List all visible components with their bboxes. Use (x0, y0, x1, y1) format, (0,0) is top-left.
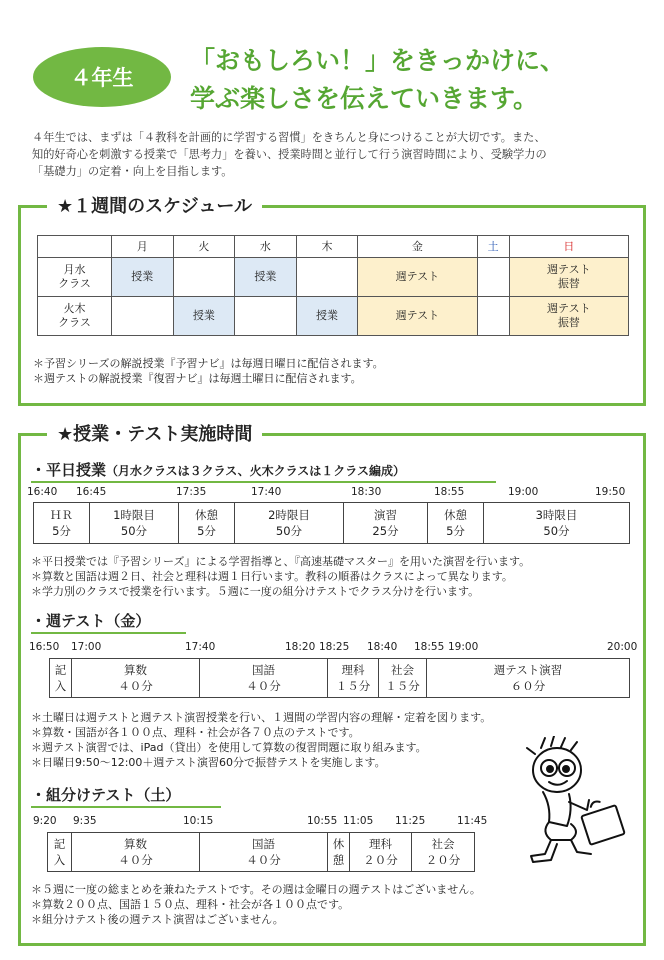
note-line: ＊５週に一度の総まとめを兼ねたテストです。その週は金曜日の週テストはございません。 (31, 883, 481, 896)
time-label: 20:00 (607, 641, 638, 653)
weekly-schedule-panel (18, 196, 646, 406)
time-label: 19:00 (508, 486, 539, 498)
weekday-title-main: ・平日授業 (31, 461, 107, 479)
friday-timebar (49, 658, 630, 698)
cell-tue (173, 258, 235, 297)
segment-math: 算数 ４０分 (72, 659, 200, 697)
segment-social: 社会 ２０分 (425, 837, 461, 867)
time-label: 9:20 (33, 815, 57, 827)
cell-mon (112, 297, 174, 336)
segment-test-practice: 週テスト演習 ６０分 (493, 663, 563, 693)
weekday-notes (31, 554, 530, 599)
day-header-sun: 日 (509, 236, 628, 258)
saturday-times (21, 815, 641, 829)
segment-math: 算数 ４０分 (72, 833, 200, 871)
time-label: 10:55 (307, 815, 338, 827)
table-row (38, 258, 629, 297)
cell-sun: 週テスト 振替 (509, 258, 628, 297)
intro-text (32, 129, 642, 180)
time-label: 17:40 (251, 486, 282, 498)
time-label: 18:20 (285, 641, 316, 653)
time-label: 16:50 (29, 641, 60, 653)
intro-line: ４年生では、まずは「４教科を計画的に学習する習慣」をきちんと身につけることが大切です。また、 (32, 131, 546, 144)
cell-sat (477, 258, 509, 297)
class-label: 火木 クラス (38, 297, 112, 336)
cell-thu (296, 258, 358, 297)
saturday-title: ・組分けテスト（土） (31, 784, 221, 808)
cell-fri: 週テスト (358, 297, 477, 336)
segment-japanese: 国語 ４０分 (200, 659, 328, 697)
note-line: ＊学力別のクラスで授業を行います。５週に一度の組分けテストでクラス分けを行います。 (31, 585, 480, 598)
segment-break: 休 憩 (328, 833, 350, 871)
cell-fri: 週テスト (358, 258, 477, 297)
note-line: ＊算数・国語が各１００点、理科・社会が各７０点のテストです。 (31, 726, 360, 739)
day-header-thu: 木 (296, 236, 358, 258)
weekday-title (31, 459, 496, 483)
day-header-tue: 火 (173, 236, 235, 258)
intro-line: 「基礎力」の定着・向上を目指します。 (32, 165, 233, 178)
time-label: 17:40 (185, 641, 216, 653)
friday-times (21, 641, 641, 655)
cell-sat (477, 297, 509, 336)
segment-break: 休憩 5分 (179, 503, 235, 543)
time-label: 18:55 (414, 641, 445, 653)
weekday-subtitle: （月水クラスは３クラス、火木クラスは１クラス編成） (106, 464, 405, 478)
cell-sun: 週テスト 振替 (509, 297, 628, 336)
segment-period-3: 3時限目 50分 (535, 508, 578, 538)
segment-period-2: 2時限目 50分 (235, 503, 344, 543)
time-label: 17:35 (176, 486, 207, 498)
headline (190, 42, 565, 118)
timing-title: ★授業・テスト実施時間 (47, 420, 262, 446)
weekday-timebar (33, 502, 630, 544)
note-line: ＊組分けテスト後の週テスト演習はございません。 (31, 913, 284, 926)
saturday-notes (31, 882, 481, 927)
time-label: 17:00 (71, 641, 102, 653)
note-line: ＊算数２００点、国語１５０点、理科・社会が各１００点です。 (31, 898, 350, 911)
note-line: ＊週テストの解説授業『復習ナビ』は毎週土曜日に配信されます。 (33, 372, 362, 385)
note-line: ＊週テスト演習では、iPad（貸出）を使用して算数の復習問題に取り組みます。 (31, 741, 427, 754)
intro-line: 知的好奇心を刺激する授業で「思考力」を養い、授業時間と並行して行う演習時間により、受験学力の (32, 148, 547, 161)
table-corner-cell (38, 236, 112, 258)
time-label: 16:45 (76, 486, 107, 498)
day-header-fri: 金 (358, 236, 477, 258)
time-label: 11:25 (395, 815, 426, 827)
saturday-timebar (47, 832, 475, 872)
segment-japanese: 国語 ４０分 (200, 833, 328, 871)
cell-thu: 授業 (296, 297, 358, 336)
friday-notes (31, 710, 491, 770)
table-header-row (38, 236, 629, 258)
class-label: 月水 クラス (38, 258, 112, 297)
cell-wed (235, 297, 297, 336)
weekly-notes (33, 356, 384, 386)
time-label: 18:55 (434, 486, 465, 498)
day-header-sat: 土 (477, 236, 509, 258)
segment-fill-in: 記 入 (48, 833, 72, 871)
segment-fill-in: 記 入 (50, 659, 72, 697)
mascot-illustration (521, 736, 631, 866)
segment-science: 理科 １５分 (328, 659, 379, 697)
time-label: 16:40 (27, 486, 58, 498)
cell-tue: 授業 (173, 297, 235, 336)
grade-badge (33, 47, 171, 107)
time-label: 10:15 (183, 815, 214, 827)
time-label: 9:35 (73, 815, 97, 827)
day-header-wed: 水 (235, 236, 297, 258)
note-line: ＊平日授業では『予習シリーズ』による学習指導と、『高速基礎マスター』を用いた演習を行います。 (31, 555, 531, 568)
weekly-schedule-table (37, 235, 629, 336)
note-line: ＊土曜日は週テストと週テスト演習授業を行い、１週間の学習内容の理解・定着を図ります。 (31, 711, 492, 724)
headline-line-1: 「おもしろい！」をきっかけに、 (190, 46, 566, 75)
segment-hr: ＨＲ 5分 (34, 503, 90, 543)
note-line: ＊算数と国語は週２日、社会と理科は週１日行います。教科の順番はクラスによって異なります。 (31, 570, 513, 583)
note-line: ＊予習シリーズの解説授業『予習ナビ』は毎週日曜日に配信されます。 (33, 357, 384, 370)
headline-line-2: 学ぶ楽しさを伝えていきます。 (190, 84, 539, 113)
timing-panel (18, 424, 646, 946)
segment-practice: 演習 25分 (344, 503, 428, 543)
weekday-times (21, 486, 641, 500)
segment-science: 理科 ２０分 (350, 833, 412, 871)
table-row (38, 297, 629, 336)
time-label: 18:40 (367, 641, 398, 653)
day-header-mon: 月 (112, 236, 174, 258)
segment-period-1: 1時限目 50分 (90, 503, 179, 543)
grade-label: ４年生 (70, 66, 134, 90)
friday-title: ・週テスト（金） (31, 610, 186, 634)
time-label: 18:25 (319, 641, 350, 653)
time-label: 11:05 (343, 815, 374, 827)
time-label: 19:50 (595, 486, 626, 498)
note-line: ＊日曜日9:50～12:00＋週テスト演習60分で振替テストを実施します。 (31, 756, 386, 769)
segment-break: 休憩 5分 (428, 503, 484, 543)
time-label: 11:45 (457, 815, 488, 827)
cell-wed: 授業 (235, 258, 297, 297)
segment-social: 社会 １５分 (379, 659, 427, 697)
cell-mon: 授業 (112, 258, 174, 297)
time-label: 19:00 (448, 641, 479, 653)
time-label: 18:30 (351, 486, 382, 498)
weekly-schedule-title: ★１週間のスケジュール (47, 192, 262, 218)
